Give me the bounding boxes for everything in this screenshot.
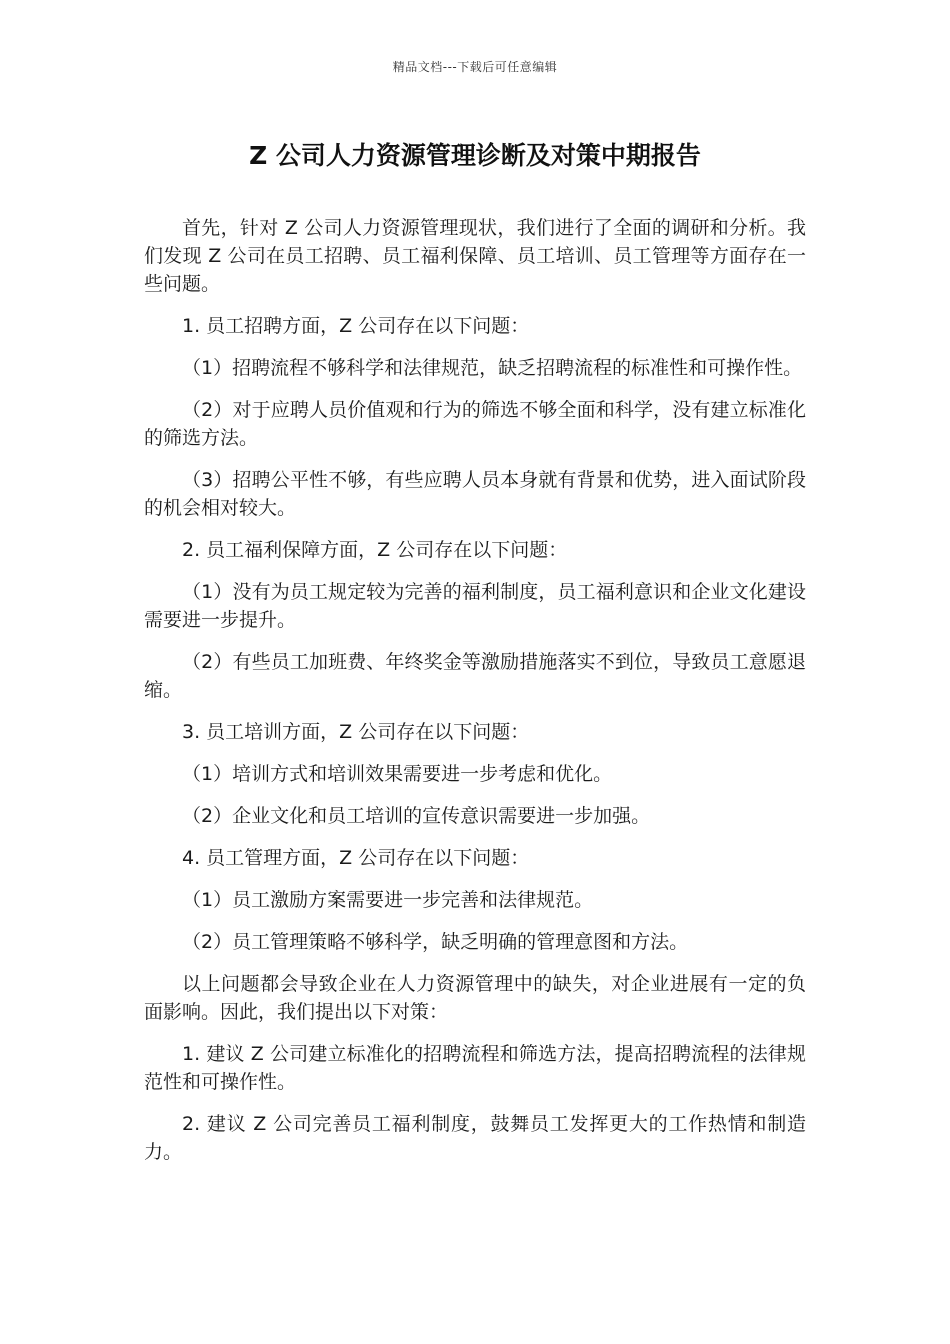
section-3-heading: 3. 员工培训方面，Z 公司存在以下问题：: [182, 721, 530, 743]
summary-paragraph: 以上问题都会导致企业在人力资源管理中的缺失，对企业进展有一定的负面影响。因此，我们提出以下对策：: [144, 973, 806, 1023]
document-title: Z 公司人力资源管理诊断及对策中期报告: [249, 141, 701, 170]
document-body: [144, 214, 806, 1166]
section-1-heading: 1. 员工招聘方面，Z 公司存在以下问题：: [182, 315, 530, 337]
section-1-item: （3）招聘公平性不够，有些应聘人员本身就有背景和优势，进入面试阶段的机会相对较大。: [144, 469, 806, 519]
section-4-heading: 4. 员工管理方面，Z 公司存在以下问题：: [182, 847, 530, 869]
section-1-item: （1）招聘流程不够科学和法律规范，缺乏招聘流程的标准性和可操作性。: [182, 357, 803, 379]
section-1-item: （2）对于应聘人员价值观和行为的筛选不够全面和科学，没有建立标准化的筛选方法。: [144, 399, 806, 449]
section-2-heading: 2. 员工福利保障方面，Z 公司存在以下问题：: [182, 539, 568, 561]
measure-item: 2. 建议 Z 公司完善员工福利制度，鼓舞员工发挥更大的工作热情和制造力。: [144, 1113, 806, 1163]
measure-item: 1. 建议 Z 公司建立标准化的招聘流程和筛选方法，提高招聘流程的法律规范性和可操作性。: [144, 1043, 806, 1093]
section-3-item: （2）企业文化和员工培训的宣传意识需要进一步加强。: [182, 805, 651, 827]
section-4-item: （2）员工管理策略不够科学，缺乏明确的管理意图和方法。: [182, 931, 689, 953]
section-4-item: （1）员工激励方案需要进一步完善和法律规范。: [182, 889, 594, 911]
section-2-item: （1）没有为员工规定较为完善的福利制度，员工福利意识和企业文化建设需要进一步提升。: [144, 581, 806, 631]
header-note: 精品文档---下载后可任意编辑: [392, 60, 558, 74]
intro-paragraph: 首先，针对 Z 公司人力资源管理现状，我们进行了全面的调研和分析。我们发现 Z 公司在员工招聘、员工福利保障、员工培训、员工管理等方面存在一些问题。: [144, 217, 806, 295]
section-2-item: （2）有些员工加班费、年终奖金等激励措施落实不到位，导致员工意愿退缩。: [144, 651, 806, 701]
section-3-item: （1）培训方式和培训效果需要进一步考虑和优化。: [182, 763, 613, 785]
